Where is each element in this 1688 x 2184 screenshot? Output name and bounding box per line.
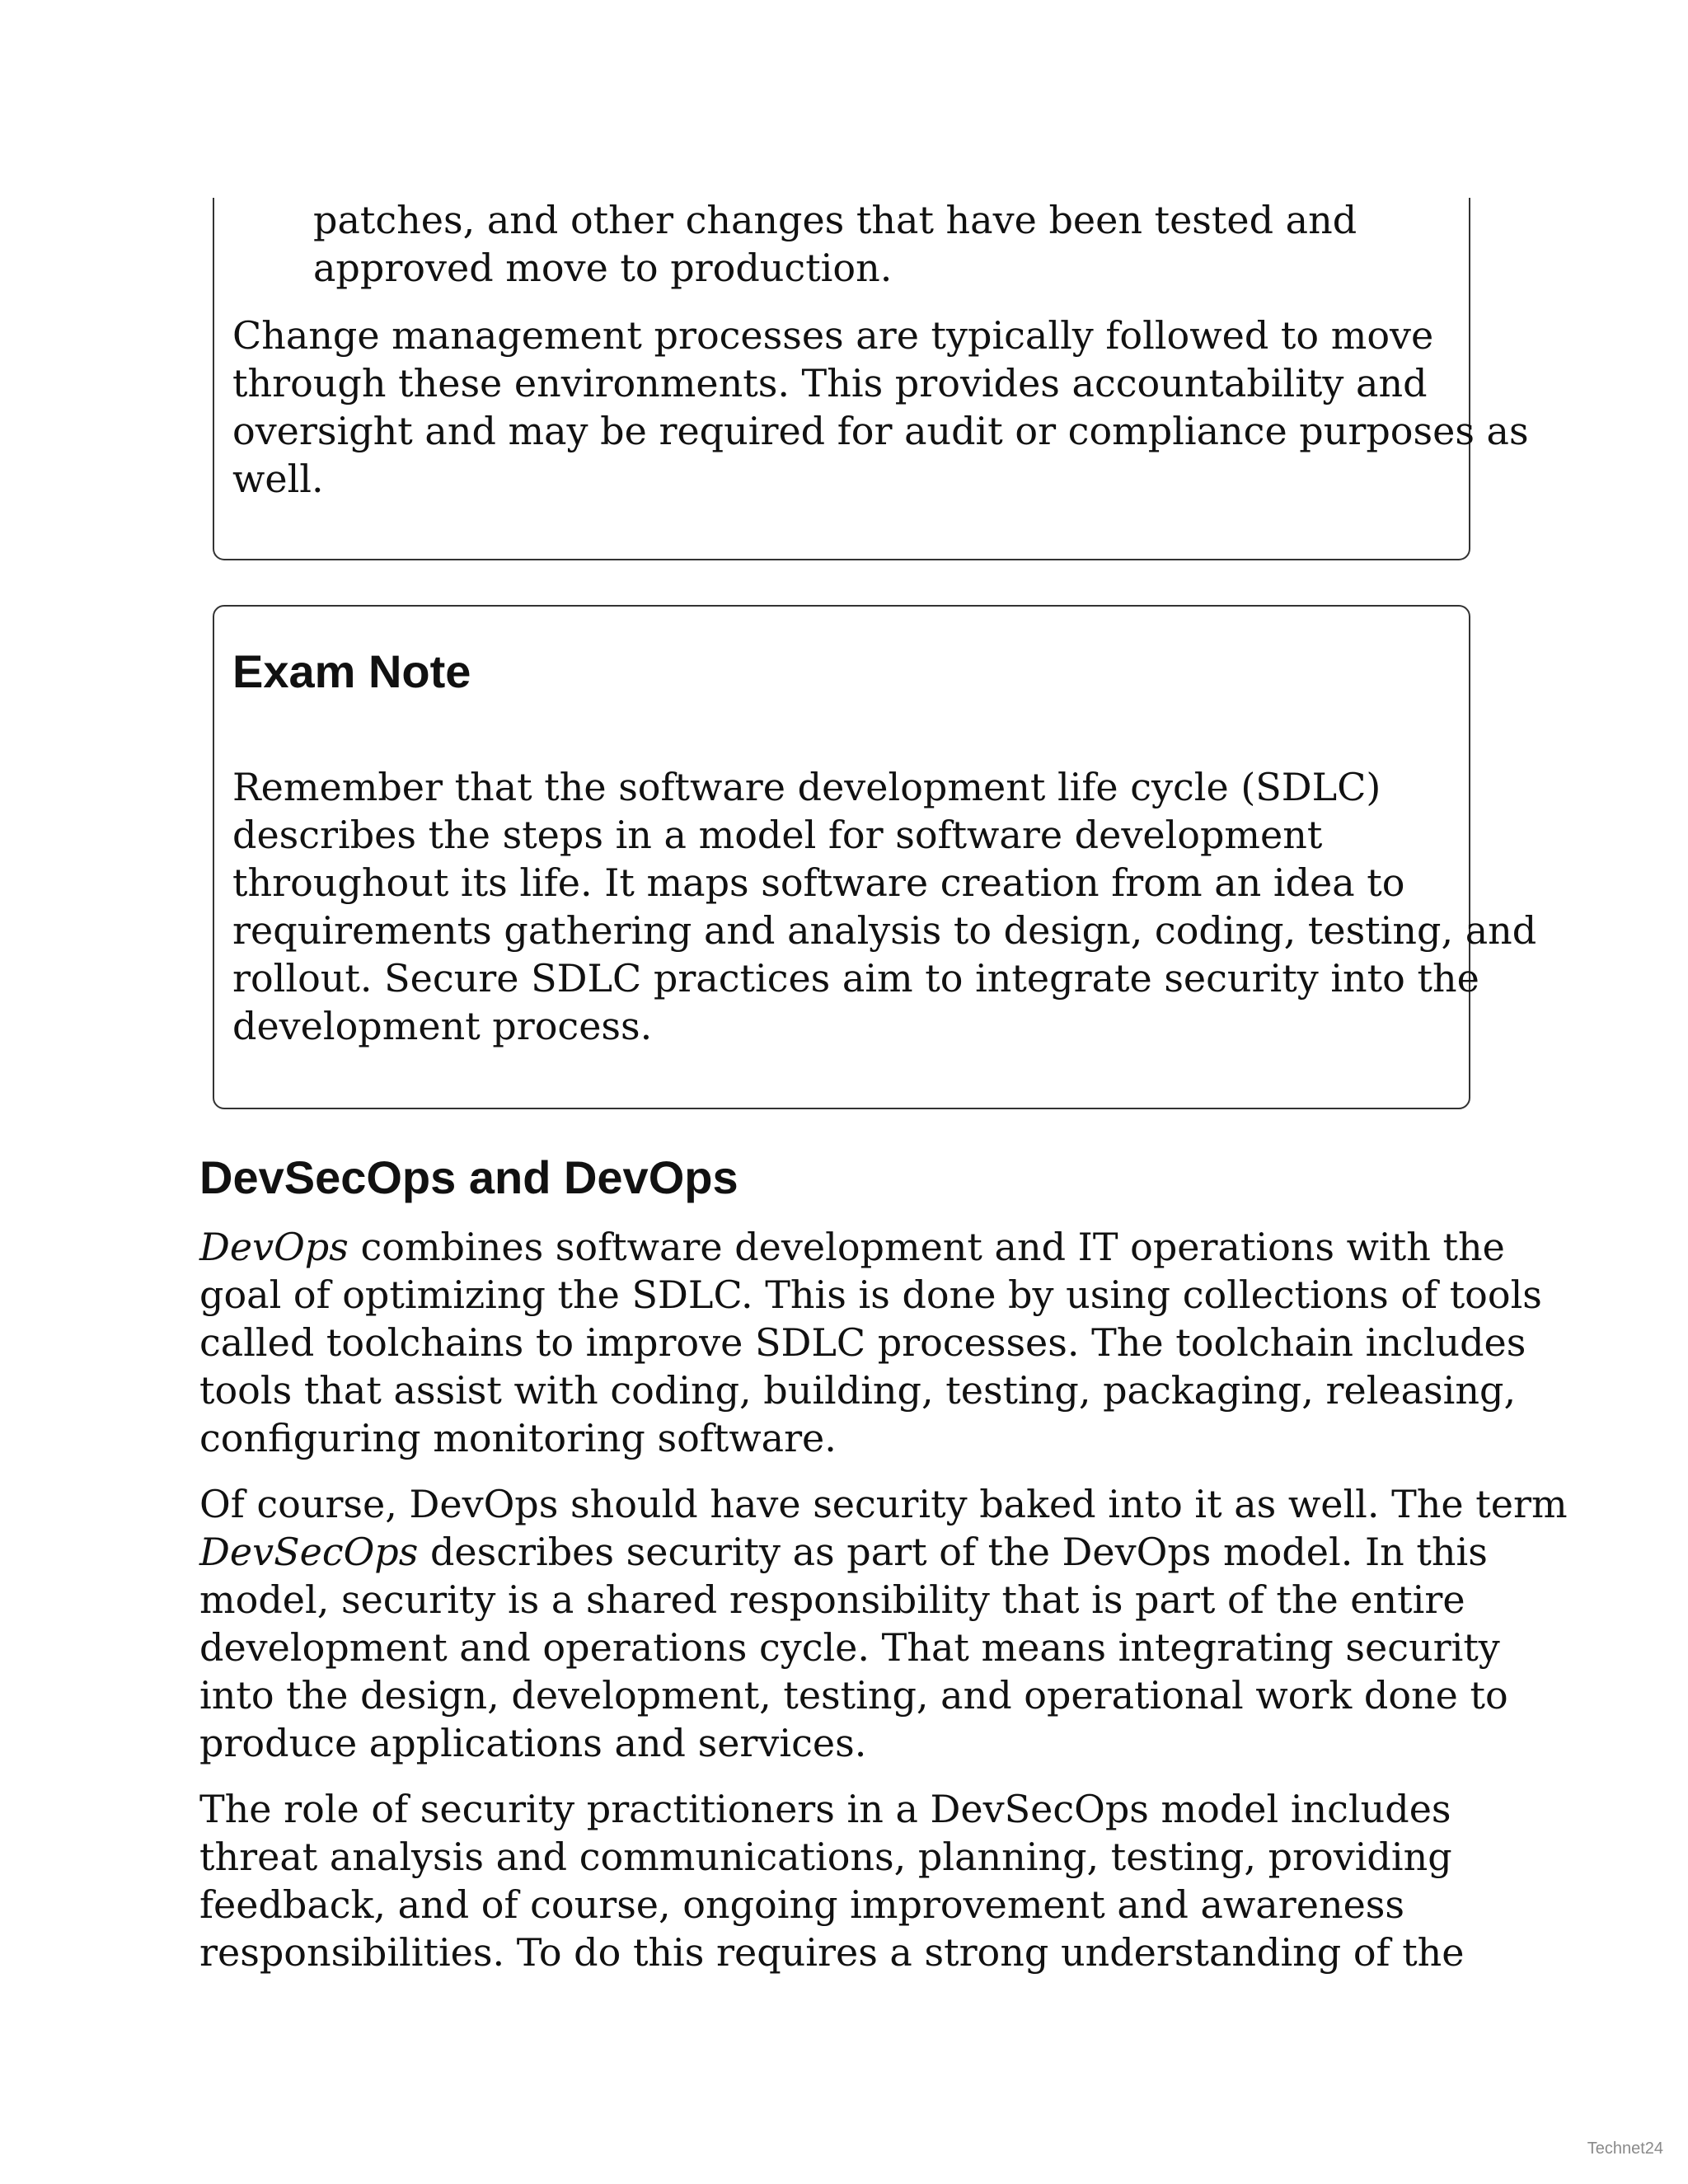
exam-note-line: Remember that the software development life cycle (SDLC) xyxy=(232,765,1381,809)
devsecops-paragraph xyxy=(199,1480,1568,1767)
paragraph-line: through these environments. This provides accountability and xyxy=(232,361,1428,405)
paragraph-line: feedback, and of course, ongoing improvement and awareness xyxy=(199,1882,1405,1927)
section-heading: DevSecOps and DevOps xyxy=(199,1151,738,1203)
exam-note-line: describes the steps in a model for software development xyxy=(232,813,1323,857)
paragraph-line: The role of security practitioners in a DevSecOps model includes xyxy=(199,1787,1451,1831)
paragraph-line: threat analysis and communications, planning, testing, providing xyxy=(199,1835,1452,1879)
paragraph-line: well. xyxy=(232,457,324,501)
list-item-line: approved move to production. xyxy=(313,246,893,290)
paragraph-line: model, security is a shared responsibility that is part of the entire xyxy=(199,1577,1465,1622)
list-item-line: patches, and other changes that have been tested and xyxy=(313,198,1357,242)
paragraph-line: Of course, DevOps should have security baked into it as well. The term xyxy=(199,1482,1568,1526)
exam-note-line: requirements gathering and analysis to design, coding, testing, and xyxy=(232,908,1537,953)
paragraph-line: into the design, development, testing, and operational work done to xyxy=(199,1673,1508,1718)
continued-paragraph xyxy=(232,312,1529,503)
paragraph-line: responsibilities. To do this requires a strong understanding of the xyxy=(199,1930,1465,1975)
paragraph-line: Change management processes are typically followed to move xyxy=(232,313,1434,358)
paragraph-line: goal of optimizing the SDLC. This is done by using collections of tools xyxy=(199,1272,1542,1317)
paragraph-line: configuring monitoring software. xyxy=(199,1416,837,1460)
devops-paragraph xyxy=(199,1223,1542,1462)
paragraph-line xyxy=(199,1528,1502,1576)
exam-note-line: development process. xyxy=(232,1004,653,1048)
security-role-paragraph xyxy=(199,1785,1485,1976)
line-rest: combines software development and IT operations with the xyxy=(348,1225,1505,1269)
paragraph-line: called toolchains to improve SDLC processes. The toolchain includes xyxy=(199,1320,1526,1365)
exam-note-heading: Exam Note xyxy=(232,645,471,697)
paragraph-line: produce applications and services. xyxy=(199,1721,867,1765)
continued-list-item xyxy=(313,196,1434,292)
paragraph-line: development and operations cycle. That means integrating security xyxy=(199,1625,1500,1670)
line-rest: describes security as part of the DevOps model. In this xyxy=(418,1530,1488,1574)
exam-note-body xyxy=(232,763,1537,1050)
paragraph-line xyxy=(199,1223,1505,1271)
term-devops: DevOps xyxy=(199,1225,349,1269)
exam-note-line: throughout its life. It maps software creation from an idea to xyxy=(232,860,1405,905)
term-devsecops: DevSecOps xyxy=(199,1530,419,1574)
watermark: Technet24 xyxy=(1587,2139,1663,2158)
paragraph-line: tools that assist with coding, building, testing, packaging, releasing, xyxy=(199,1368,1517,1413)
exam-note-line: rollout. Secure SDLC practices aim to integrate security into the xyxy=(232,956,1479,1001)
paragraph-line: oversight and may be required for audit or compliance purposes as xyxy=(232,409,1529,453)
